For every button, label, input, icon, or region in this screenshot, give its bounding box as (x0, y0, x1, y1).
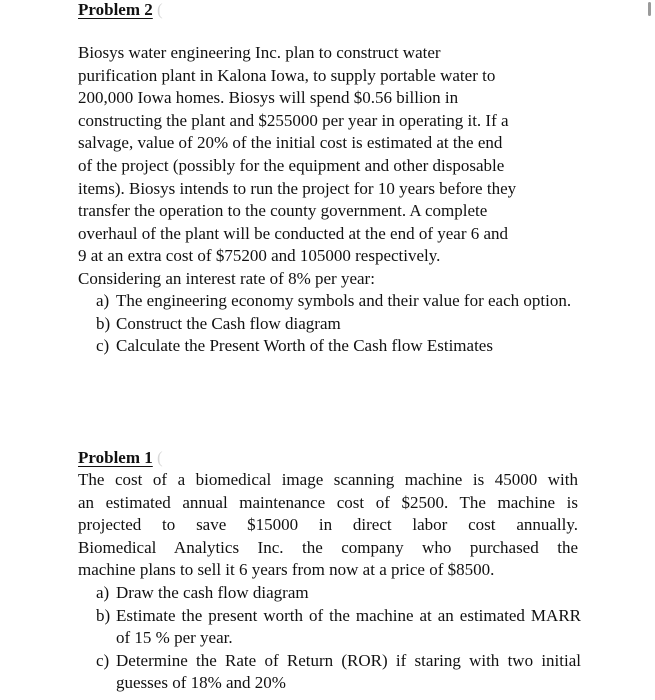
problem-2-line: purification plant in Kalona Iowa, to supply portable water to (78, 65, 496, 85)
problem-1-title-faint: ( (157, 448, 163, 467)
task-marker: b) (96, 313, 111, 333)
scrollbar-thumb[interactable] (648, 2, 651, 16)
problem-1-line: machine plans to sell it 6 years from now at a price of $8500. (78, 560, 495, 580)
task-item (96, 313, 581, 336)
problem-2-line: salvage, value of 20% of the initial cost is estimated at the end (78, 133, 503, 153)
problem-1-line: projected to save $15000 in direct labor cost annually. (78, 515, 578, 535)
task-marker: a) (96, 583, 110, 602)
task-marker: a) (96, 291, 110, 310)
task-marker: c) (96, 650, 110, 670)
problem-2-title-faint: ( (157, 0, 163, 19)
task-item (96, 582, 581, 605)
task-text: Estimate the present worth of the machine at an estimated MARR of 15 % per year. (116, 605, 581, 648)
task-text: Determine the Rate of Return (ROR) if staring with two initial guesses of 18% and 20% (116, 650, 581, 693)
task-marker: b) (96, 605, 111, 625)
problem-2-heading (78, 0, 163, 20)
problem-2-line: Considering an interest rate of 8% per year: (78, 268, 375, 288)
problem-2-line: of the project (possibly for the equipment and other disposable (78, 155, 505, 175)
problem-1-line: an estimated annual maintenance cost of $2500. The machine is (78, 492, 578, 512)
problem-2-title: Problem 2 (78, 0, 153, 19)
task-text: Construct the Cash flow diagram (116, 313, 341, 333)
task-item (96, 650, 581, 695)
task-text: The engineering economy symbols and their value for each option. (116, 291, 572, 310)
problem-2-tasks (96, 290, 581, 358)
problem-1-tasks (96, 582, 581, 695)
task-item (96, 290, 581, 313)
problem-2-line: 9 at an extra cost of $75200 and 105000 respectively. (78, 246, 441, 266)
problem-2-line: constructing the plant and $255000 per year in operating it. If a (78, 110, 509, 130)
problem-1-statement (78, 469, 578, 582)
problem-2-line: items). Biosys intends to run the project for 10 years before they (78, 178, 517, 198)
task-text: Draw the cash flow diagram (116, 583, 309, 602)
task-marker: c) (96, 336, 110, 356)
problem-1-heading (78, 448, 163, 468)
problem-1-title: Problem 1 (78, 448, 153, 467)
problem-2-line: transfer the operation to the county government. A complete (78, 201, 488, 221)
problem-2-statement (78, 42, 578, 291)
problem-2-line: overhaul of the plant will be conducted at the end of year 6 and (78, 223, 509, 243)
task-item (96, 335, 581, 358)
problem-2-line: 200,000 Iowa homes. Biosys will spend $0.56 billion in (78, 88, 459, 108)
task-item (96, 605, 581, 650)
problem-1-line: The cost of a biomedical image scanning machine is 45000 with (78, 470, 578, 489)
task-text: Calculate the Present Worth of the Cash flow Estimates (116, 336, 493, 356)
problem-2-line: Biosys water engineering Inc. plan to construct water (78, 43, 441, 62)
problem-1-line: Biomedical Analytics Inc. the company who purchased the (78, 537, 578, 557)
